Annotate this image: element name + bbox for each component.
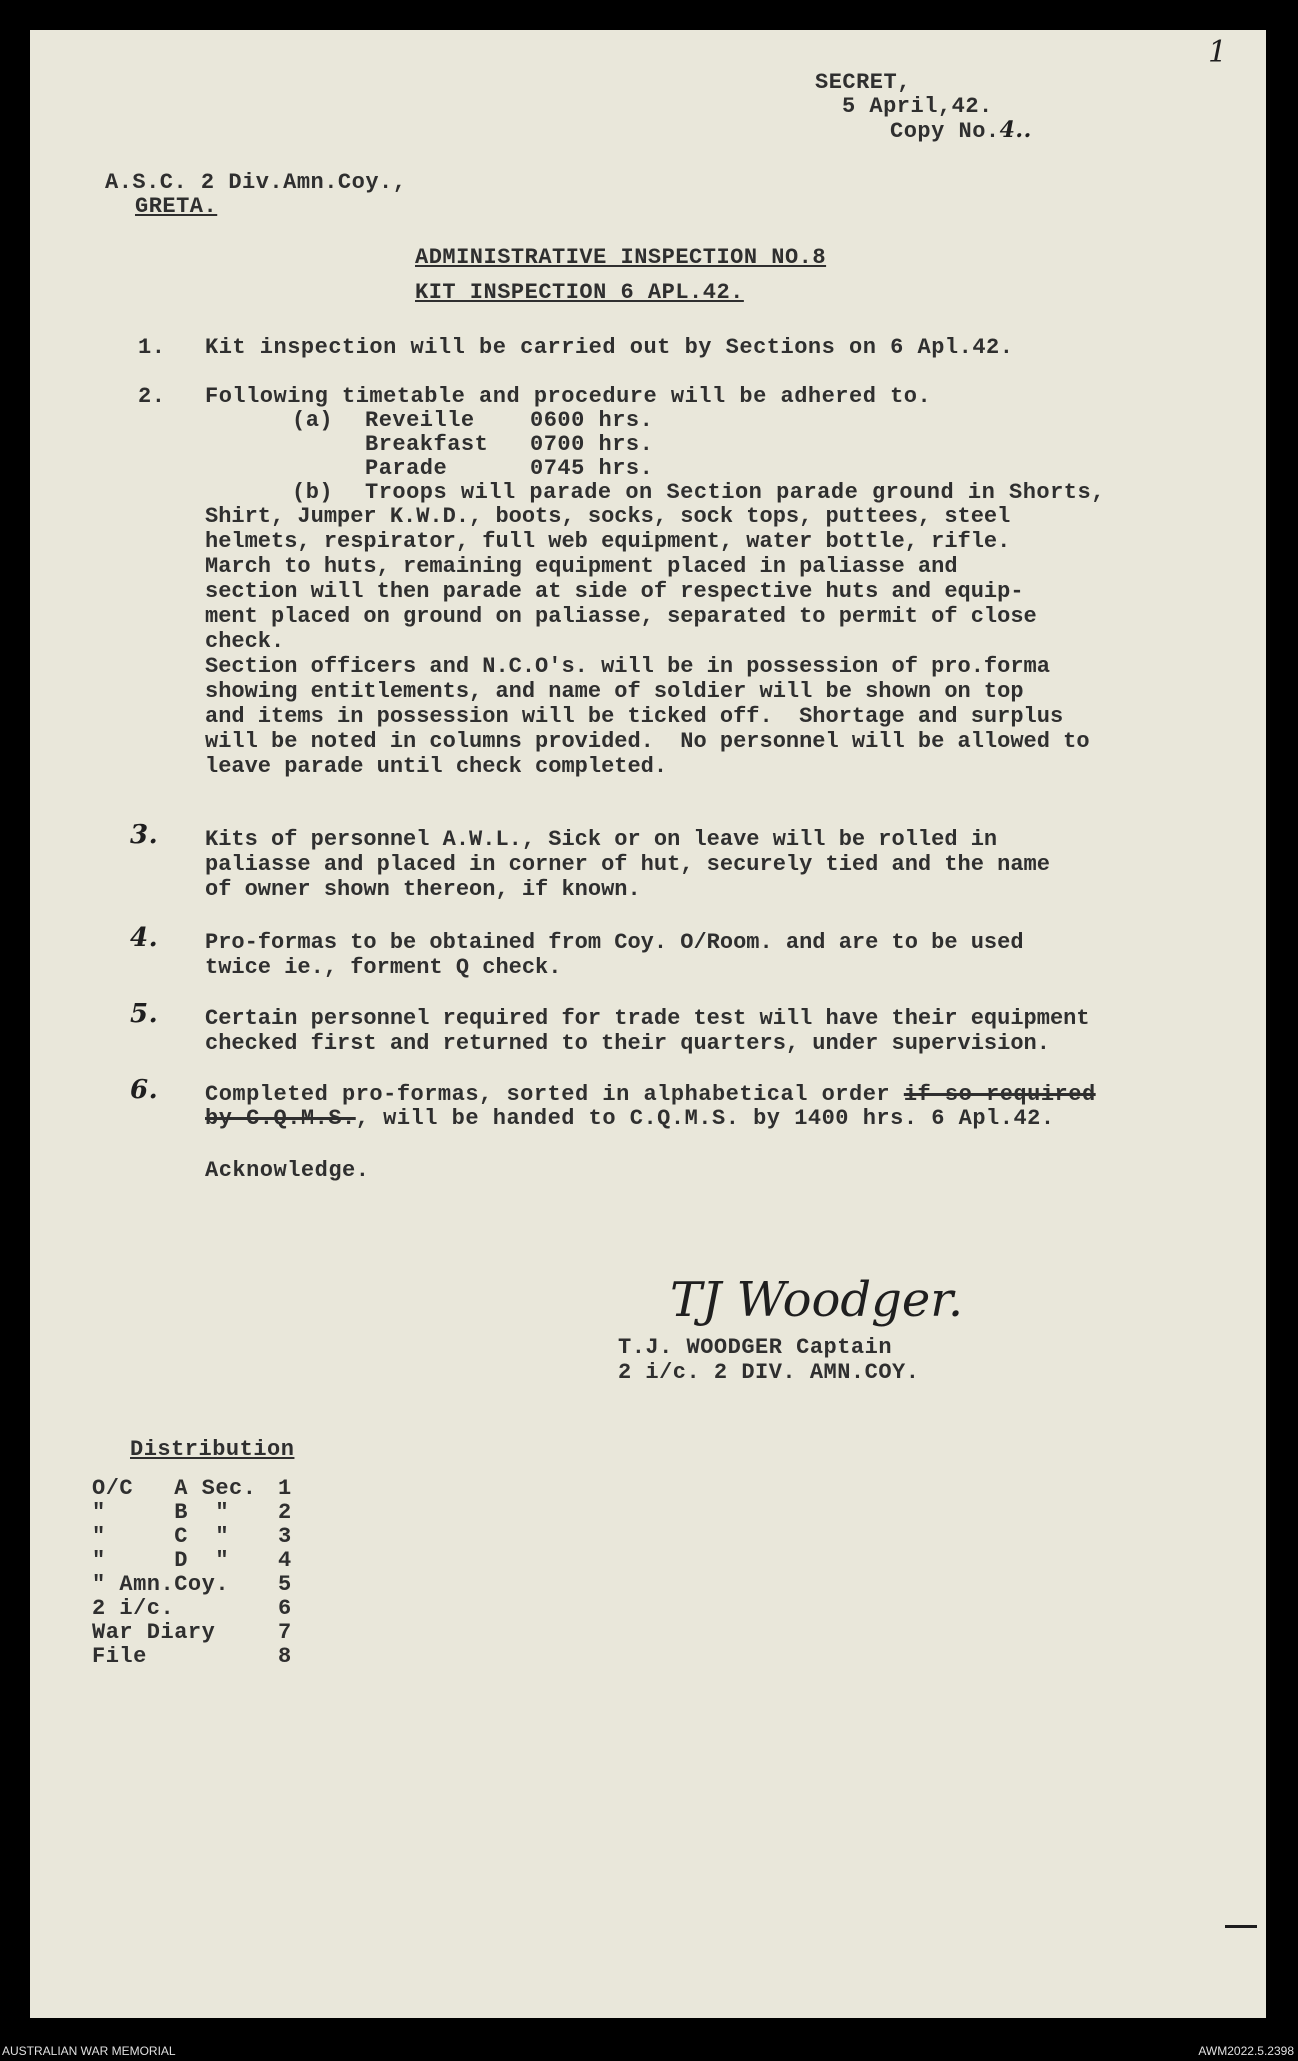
paragraph-line: will be noted in columns provided. No personnel will be allowed to [205,729,1090,754]
timetable-row-name: Reveille [365,408,475,433]
copy-number [890,118,1032,144]
paragraph-line: ment placed on ground on paliasse, separated to permit of close [205,604,1037,629]
pen-mark [1225,1925,1257,1928]
distribution-copy-number: 8 [278,1644,292,1669]
copy-number-label: Copy No. [890,119,1000,144]
distribution-copy-number: 1 [278,1476,292,1501]
item-6-line-1 [205,1082,1096,1107]
addressee-line-2: GRETA. [135,194,218,219]
distribution-recipient: " Amn.Coy. [92,1572,230,1597]
handwritten-signature: TJ Woodger. [670,1272,964,1328]
distribution-recipient: " C " [92,1524,230,1549]
document-date: 5 April,42. [842,94,993,119]
distribution-copy-number: 4 [278,1548,292,1573]
paragraph-line: Kits of personnel A.W.L., Sick or on leave will be rolled in [205,827,998,852]
addressee-line-1: A.S.C. 2 Div.Amn.Coy., [105,170,407,195]
distribution-copy-number: 7 [278,1620,292,1645]
distribution-copy-number: 2 [278,1500,292,1525]
item-4-text [205,930,1024,980]
paragraph-line: Section officers and N.C.O's. will be in possession of pro.forma [205,654,1050,679]
distribution-copy-number: 6 [278,1596,292,1621]
item-4-number: 4. [130,923,159,953]
paragraph-line: twice ie., forment Q check. [205,955,562,980]
item-6-line-2 [205,1106,1055,1131]
item-2-number: 2. [138,384,166,409]
item-6-text: , will be handed to C.Q.M.S. by 1400 hrs. 6 Apl.42. [355,1106,1055,1131]
distribution-title: Distribution [130,1437,295,1462]
struck-text: by C.Q.M.S. [205,1106,356,1131]
item-3-number: 3. [130,820,159,850]
distribution-copy-number: 5 [278,1572,292,1597]
archive-footer [0,2042,1298,2061]
paragraph-line: section will then parade at side of respective huts and equip- [205,579,1024,604]
timetable-label: (a) [292,408,334,433]
signatory-title: 2 i/c. 2 DIV. AMN.COY. [618,1360,920,1385]
distribution-recipient: O/C A Sec. [92,1476,257,1501]
paragraph-line: and items in possession will be ticked off. Shortage and surplus [205,704,1064,729]
distribution-recipient: " D " [92,1548,230,1573]
item-2b-body [205,504,1090,779]
paragraph-line: Certain personnel required for trade test will have their equipment [205,1006,1090,1031]
item-2b-label: (b) [292,480,334,505]
item-2-text: Following timetable and procedure will be adhered to. [205,384,932,409]
item-2b-first-line: Troops will parade on Section parade ground in Shorts, [365,480,1105,505]
page-number: 1 [1208,35,1228,70]
copy-number-value: 4.. [999,117,1032,143]
archive-reference: AWM2022.5.2398 [1198,2044,1294,2058]
paragraph-line: checked first and returned to their quarters, under supervision. [205,1031,1050,1056]
struck-text: if so required [903,1082,1096,1107]
distribution-recipient: 2 i/c. [92,1596,175,1621]
paragraph-line: of owner shown thereon, if known. [205,877,641,902]
paragraph-line: leave parade until check completed. [205,754,668,779]
paragraph-line: helmets, respirator, full web equipment, water bottle, rifle. [205,529,1011,554]
item-3-text [205,827,1050,902]
item-5-text [205,1006,1090,1056]
timetable-row-name: Parade [365,456,448,481]
item-5-number: 5. [130,999,159,1029]
item-1-text: Kit inspection will be carried out by Sections on 6 Apl.42. [205,335,1014,360]
classification: SECRET, [815,70,911,95]
paragraph-line: paliasse and placed in corner of hut, securely tied and the name [205,852,1050,877]
paragraph-line: Shirt, Jumper K.W.D., boots, socks, sock tops, puttees, steel [205,504,1011,529]
distribution-recipient: File [92,1644,147,1669]
document-title: ADMINISTRATIVE INSPECTION NO.8 [415,245,827,270]
item-1-number: 1. [138,335,166,360]
acknowledge-text: Acknowledge. [205,1158,370,1183]
timetable-row-time: 0600 hrs. [530,408,654,433]
item-6-number: 6. [130,1075,159,1105]
archive-name: AUSTRALIAN WAR MEMORIAL [2,2044,176,2058]
paragraph-line: Pro-formas to be obtained from Coy. O/Room. and are to be used [205,930,1024,955]
paragraph-line: March to huts, remaining equipment placed in paliasse and [205,554,958,579]
distribution-recipient: War Diary [92,1620,216,1645]
timetable-row-time: 0700 hrs. [530,432,654,457]
distribution-recipient: " B " [92,1500,230,1525]
signatory-name: T.J. WOODGER Captain [618,1335,893,1360]
paragraph-line: check. [205,629,285,654]
document-page [30,30,1266,2018]
timetable-row-name: Breakfast [365,432,489,457]
distribution-copy-number: 3 [278,1524,292,1549]
timetable-row-time: 0745 hrs. [530,456,654,481]
item-6-text: Completed pro-formas, sorted in alphabetical order [205,1082,904,1107]
document-subtitle: KIT INSPECTION 6 APL.42. [415,280,744,305]
paragraph-line: showing entitlements, and name of soldier will be shown on top [205,679,1024,704]
